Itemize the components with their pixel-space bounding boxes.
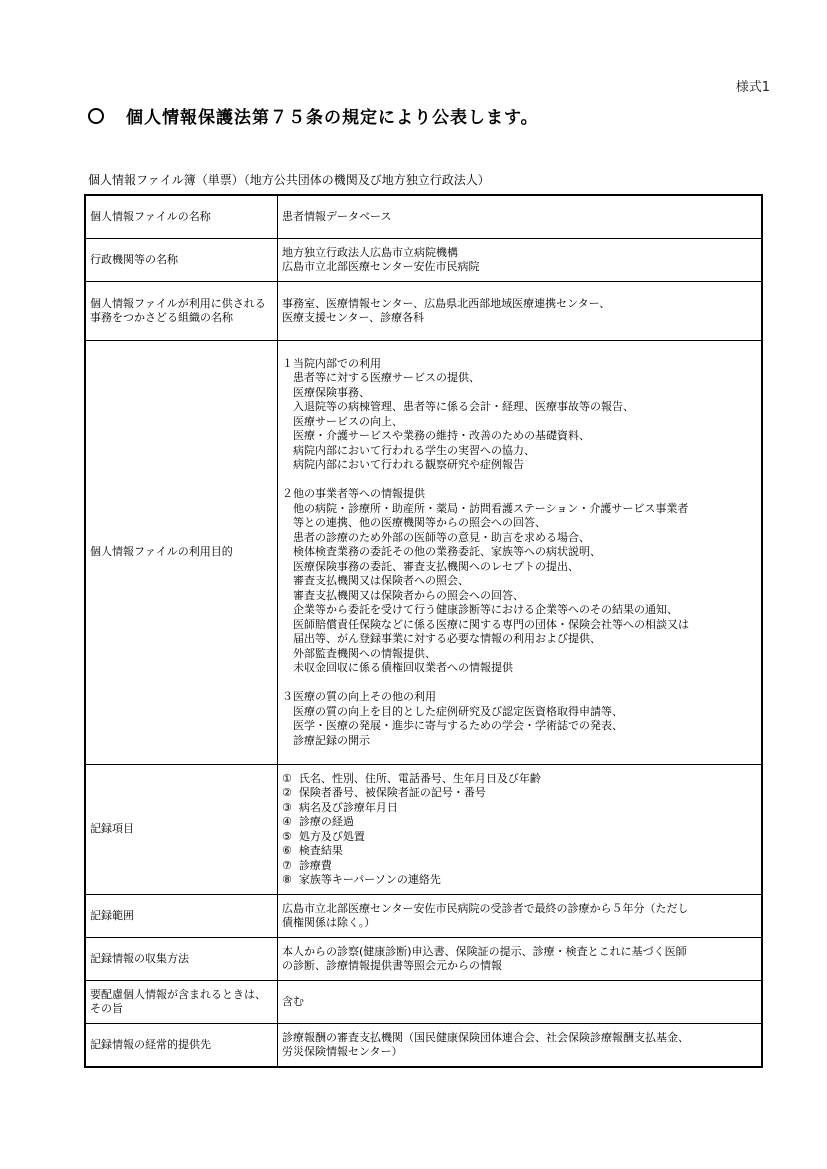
page-heading — [88, 103, 539, 128]
row-label: 記録項目 — [85, 765, 278, 895]
table-row — [85, 195, 762, 239]
personal-info-file-table — [84, 194, 763, 1068]
table-row — [85, 341, 762, 765]
row-label: 記録情報の収集方法 — [85, 938, 278, 981]
table-row — [85, 938, 762, 981]
table-row — [85, 1024, 762, 1068]
row-value: ① 氏名、性別、住所、電話番号、生年月日及び年齢 ② 保険者番号、被保険者証の記号・番号 ③ 病名及び診療年月日 ④ 診療の経過 ⑤ 処方及び処置 ⑥ 検査結果 ⑦ 診療費 ⑧ 家族等キーパーソンの連絡先 — [278, 765, 763, 895]
row-label: 個人情報ファイルの利用目的 — [85, 341, 278, 765]
table-row — [85, 282, 762, 341]
table-row — [85, 239, 762, 282]
row-value: 広島市立北部医療センター安佐市民病院の受診者で最終の診療から５年分（ただし 債権関係は除く。） — [278, 895, 763, 938]
form-number: 様式1 — [735, 80, 770, 95]
row-label: 要配慮個人情報が含まれるときは、その旨 — [85, 981, 278, 1024]
row-label: 個人情報ファイルの名称 — [85, 195, 278, 239]
row-label: 個人情報ファイルが利用に供される事務をつかさどる組織の名称 — [85, 282, 278, 341]
row-value: 地方独立行政法人広島市立病院機構 広島市立北部医療センター安佐市民病院 — [278, 239, 763, 282]
row-value: １当院内部での利用 患者等に対する医療サービスの提供、 医療保険事務、 入退院等の病棟管理、患者等に係る会計・経理、医療事故等の報告、 医療サービスの向上、 医療・介護サービスや業務の維持・改善のための基礎資料、 病院内部において行われる学生の実習への協力、 病院内部において行われる観察研究や症例報告 ２他の事業者等への情報提供 他の病院・診療所・助産所・薬局・訪問看護ステーション・介護サービス事業者 等との連携、他の医療機関等からの照会への回答、 患者の診療のため外部の医師等の意見・助言を求める場合、 検体検査業務の委託その他の業務委託、家族等への病状説明、 医療保険事務の委託、審査支払機関へのレセプトの提出、 審査支払機関又は保険者への照会、 審査支払機関又は保険者からの照会への回答、 企業等から委託を受けて行う健康診断等における企業等へのその結果の通知、 医師賠償責任保険などに係る医療に関する専門の団体・保険会社等への相談又は 届出等、がん登録事業に対する必要な情報の利用および提供、 外部監査機関への情報提供、 未収金回収に係る債権回収業者への情報提供 ３医療の質の向上その他の利用 医療の質の向上を目的とした症例研究及び認定医資格取得申請等、 医学・医療の発展・進歩に寄与するための学会・学術誌での発表、 診療記録の開示 — [278, 341, 763, 765]
row-value: 患者情報データベース — [278, 195, 763, 239]
row-value: 含む — [278, 981, 763, 1024]
table-row — [85, 895, 762, 938]
circle-bullet-icon — [88, 108, 104, 124]
row-label: 行政機関等の名称 — [85, 239, 278, 282]
row-label: 記録範囲 — [85, 895, 278, 938]
table-row — [85, 981, 762, 1024]
row-label: 記録情報の経常的提供先 — [85, 1024, 278, 1068]
row-value: 本人からの診察(健康診断)申込書、保険証の提示、診療・検査とこれに基づく医師 の診断、診療情報提供書等照会元からの情報 — [278, 938, 763, 981]
table-row — [85, 765, 762, 895]
row-value: 診療報酬の審査支払機関（国民健康保険団体連合会、社会保険診療報酬支払基金、 労災保険情報センター） — [278, 1024, 763, 1068]
file-register-subtitle: 個人情報ファイル簿（単票）（地方公共団体の機関及び地方独立行政法人） — [88, 173, 490, 187]
row-value: 事務室、医療情報センター、広島県北西部地域医療連携センター、 医療支援センター、診療各科 — [278, 282, 763, 341]
heading-text: 個人情報保護法第７５条の規定により公表します。 — [126, 108, 539, 128]
